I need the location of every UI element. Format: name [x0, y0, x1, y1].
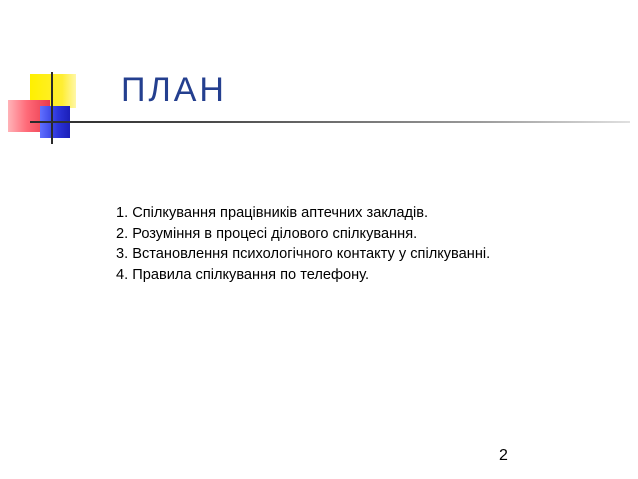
list-item: 3. Встановлення психологічного контакту у спілкуванні. — [116, 246, 491, 262]
plan-list — [116, 203, 490, 285]
list-item: 2. Розуміння в процесі ділового спілкування. — [116, 225, 418, 242]
vertical-rule — [51, 72, 53, 144]
slide-title: ПЛАН — [121, 71, 227, 109]
list-item: 1. Спілкування працівників аптечних закладів. — [116, 205, 429, 221]
page-number: 2 — [499, 447, 508, 464]
decorative-squares-logo — [0, 0, 110, 150]
list-item: 4. Правила спілкування по телефону. — [116, 266, 370, 283]
title-underline — [30, 121, 630, 123]
